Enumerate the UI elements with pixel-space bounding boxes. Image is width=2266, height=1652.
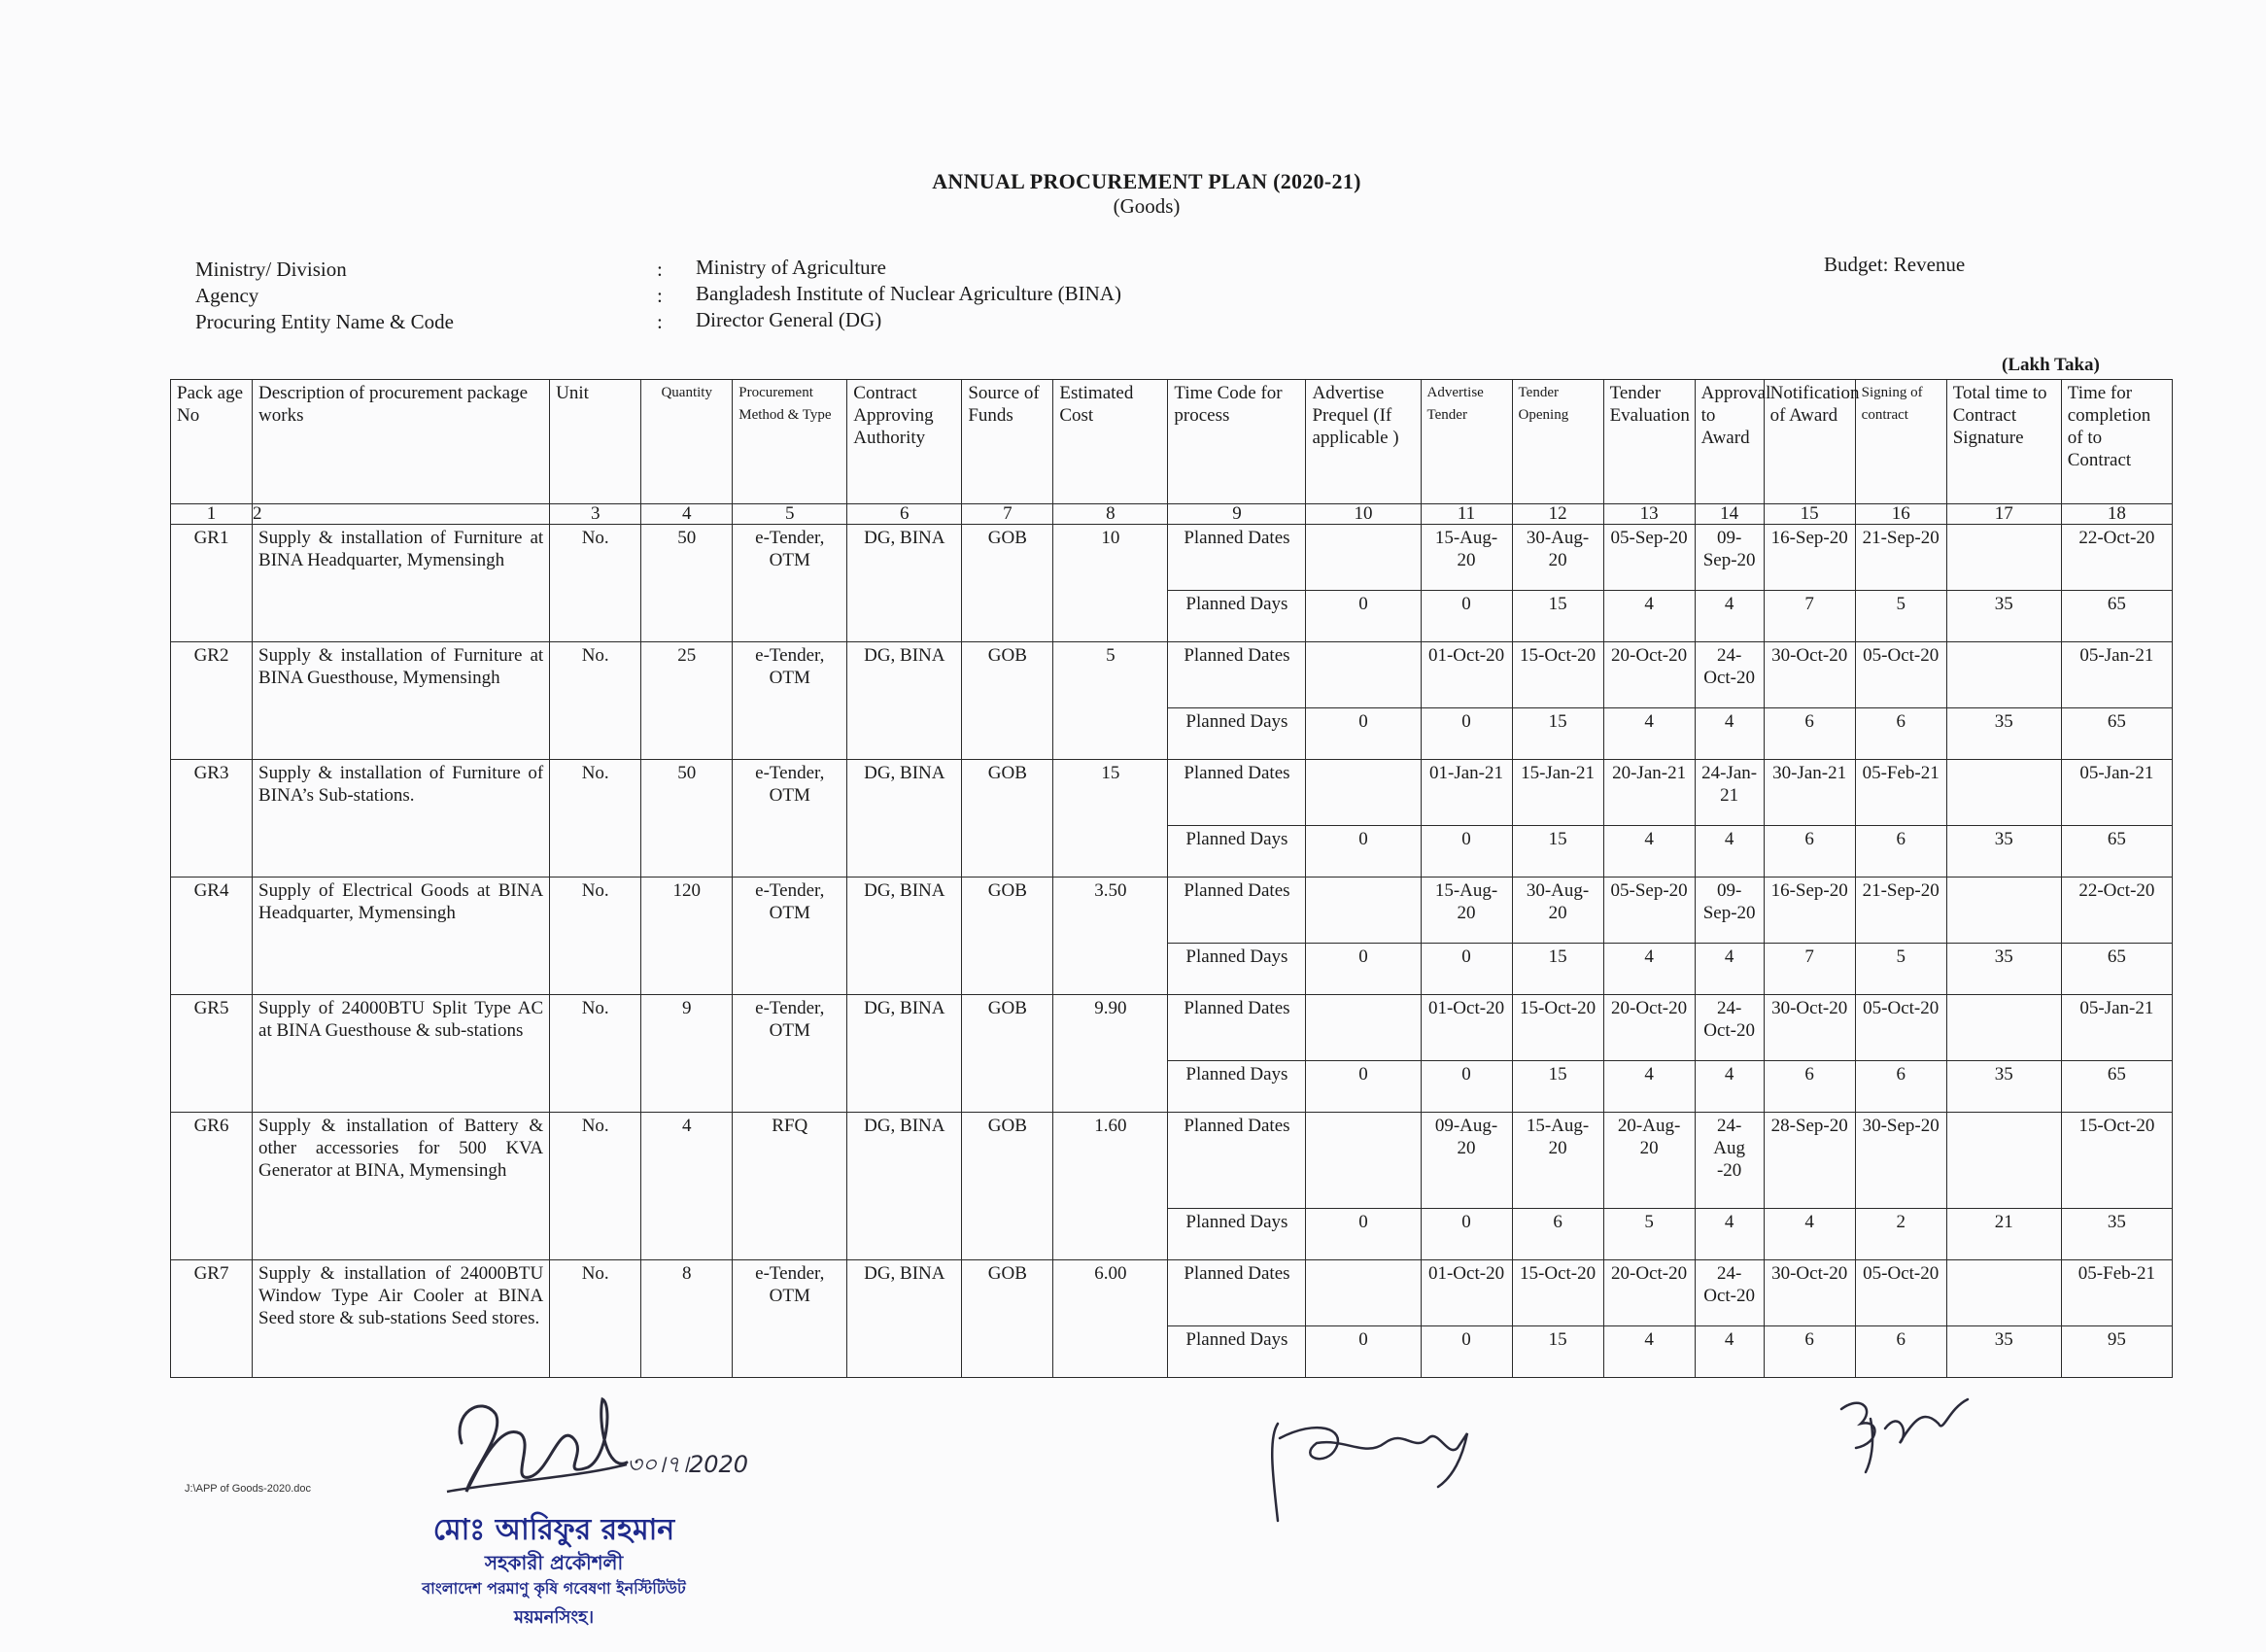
- planned-date-tender-opening: 15-Oct-20: [1512, 642, 1603, 708]
- package-unit: No.: [550, 760, 641, 878]
- planned-days-tender-evaluation: 4: [1603, 1326, 1695, 1378]
- planned-date-tender-evaluation: 20-Jan-21: [1603, 760, 1695, 826]
- planned-days-advertise-tender: 0: [1421, 944, 1512, 995]
- package-no: GR2: [171, 642, 253, 760]
- procurement-method: e-Tender, OTM: [733, 995, 847, 1113]
- planned-days-signing-of-contract: 5: [1855, 591, 1946, 642]
- col-header-approving-authority: Contract Approving Authority: [847, 380, 962, 504]
- planned-date-advertise-prequel: [1306, 1113, 1421, 1209]
- planned-date-tender-evaluation: 05-Sep-20: [1603, 525, 1695, 591]
- planned-days-advertise-prequel: 0: [1306, 826, 1421, 878]
- time-code-label: Planned Dates: [1168, 1113, 1306, 1209]
- time-code-label: Planned Dates: [1168, 642, 1306, 708]
- procurement-method: RFQ: [733, 1113, 847, 1260]
- package-unit: No.: [550, 995, 641, 1113]
- planned-date-tender-evaluation: 20-Aug-20: [1603, 1113, 1695, 1209]
- planned-date-approval-to-award: 24-Oct-20: [1695, 1259, 1764, 1325]
- planned-days-signing-of-contract: 6: [1855, 1061, 1946, 1113]
- planned-days-total-time: 35: [1946, 1061, 2061, 1113]
- header-row: [171, 380, 2173, 504]
- planned-date-notification-of-award: 30-Jan-21: [1764, 760, 1855, 826]
- column-number: 14: [1695, 504, 1764, 525]
- col-header-time-code: Time Code for process: [1168, 380, 1306, 504]
- planned-date-signing-of-contract: 05-Oct-20: [1855, 1259, 1946, 1325]
- package-unit: No.: [550, 525, 641, 642]
- signature-middle: [1258, 1399, 1482, 1526]
- planned-days-notification-of-award: 6: [1764, 826, 1855, 878]
- package-row-dates: [171, 878, 2173, 944]
- planned-date-advertise-tender: 01-Jan-21: [1421, 760, 1512, 826]
- planned-days-advertise-prequel: 0: [1306, 944, 1421, 995]
- planned-date-advertise-prequel: [1306, 1259, 1421, 1325]
- time-code-label: Planned Days: [1168, 708, 1306, 760]
- package-row-dates: [171, 1259, 2173, 1325]
- column-number: 11: [1421, 504, 1512, 525]
- time-code-label: Planned Days: [1168, 944, 1306, 995]
- time-code-label: Planned Dates: [1168, 1259, 1306, 1325]
- column-number: 17: [1946, 504, 2061, 525]
- agency-label: Agency: [195, 284, 259, 307]
- planned-date-completion-time: 22-Oct-20: [2061, 878, 2172, 944]
- procurement-method: e-Tender, OTM: [733, 760, 847, 878]
- planned-days-notification-of-award: 6: [1764, 1061, 1855, 1113]
- col-header-tender-evaluation: Tender Evaluation: [1603, 380, 1695, 504]
- package-row-dates: [171, 995, 2173, 1061]
- approving-authority: DG, BINA: [847, 525, 962, 642]
- approving-authority: DG, BINA: [847, 995, 962, 1113]
- planned-date-total-time: [1946, 1259, 2061, 1325]
- column-number: 13: [1603, 504, 1695, 525]
- package-row-dates: [171, 760, 2173, 826]
- planned-days-notification-of-award: 7: [1764, 944, 1855, 995]
- planned-date-tender-opening: 30-Aug-20: [1512, 878, 1603, 944]
- estimated-cost: 15: [1053, 760, 1168, 878]
- signature-assistant-engineer: [442, 1385, 749, 1511]
- planned-date-signing-of-contract: 05-Feb-21: [1855, 760, 1946, 826]
- package-description: Supply & installation of Furniture at BINA Headquarter, Mymensingh: [253, 525, 550, 642]
- planned-days-tender-opening: 15: [1512, 708, 1603, 760]
- package-unit: No.: [550, 878, 641, 995]
- planned-days-tender-opening: 6: [1512, 1208, 1603, 1259]
- package-description: Supply & installation of Furniture at BINA Guesthouse, Mymensingh: [253, 642, 550, 760]
- planned-date-advertise-prequel: [1306, 878, 1421, 944]
- column-number: 5: [733, 504, 847, 525]
- col-header-advertise-tender: Advertise Tender: [1421, 380, 1512, 504]
- planned-days-advertise-tender: 0: [1421, 1326, 1512, 1378]
- package-quantity: 4: [641, 1113, 733, 1260]
- column-number: 4: [641, 504, 733, 525]
- planned-days-tender-opening: 15: [1512, 591, 1603, 642]
- planned-date-total-time: [1946, 878, 2061, 944]
- approving-authority: DG, BINA: [847, 642, 962, 760]
- approving-authority: DG, BINA: [847, 760, 962, 878]
- planned-days-tender-evaluation: 4: [1603, 591, 1695, 642]
- col-header-total-time: Total time to Contract Signature: [1946, 380, 2061, 504]
- planned-date-notification-of-award: 30-Oct-20: [1764, 1259, 1855, 1325]
- planned-date-notification-of-award: 30-Oct-20: [1764, 642, 1855, 708]
- planned-date-advertise-tender: 15-Aug-20: [1421, 878, 1512, 944]
- package-quantity: 50: [641, 525, 733, 642]
- planned-date-signing-of-contract: 21-Sep-20: [1855, 525, 1946, 591]
- package-description: Supply & installation of 24000BTU Window Type Air Cooler at BINA Seed store & sub-stations Seed stores.: [253, 1259, 550, 1377]
- col-header-quantity: Quantity: [641, 380, 733, 504]
- planned-days-total-time: 35: [1946, 944, 2061, 995]
- col-header-unit: Unit: [550, 380, 641, 504]
- entity-label: Procuring Entity Name & Code: [195, 310, 454, 333]
- package-quantity: 50: [641, 760, 733, 878]
- package-row-dates: [171, 525, 2173, 591]
- planned-date-advertise-prequel: [1306, 760, 1421, 826]
- procurement-table: [170, 379, 2173, 1378]
- source-of-funds: GOB: [962, 642, 1053, 760]
- time-code-label: Planned Dates: [1168, 760, 1306, 826]
- planned-date-total-time: [1946, 760, 2061, 826]
- planned-date-advertise-tender: 09-Aug-20: [1421, 1113, 1512, 1209]
- procurement-method: e-Tender, OTM: [733, 642, 847, 760]
- planned-days-approval-to-award: 4: [1695, 708, 1764, 760]
- package-quantity: 120: [641, 878, 733, 995]
- meta-labels: [195, 257, 454, 335]
- planned-days-signing-of-contract: 2: [1855, 1208, 1946, 1259]
- planned-days-approval-to-award: 4: [1695, 591, 1764, 642]
- stamp-institute: বাংলাদেশ পরমাণু কৃষি গবেষণা ইনস্টিটিউট: [422, 1579, 686, 1598]
- source-of-funds: GOB: [962, 1113, 1053, 1260]
- package-unit: No.: [550, 1113, 641, 1260]
- planned-date-tender-opening: 15-Oct-20: [1512, 995, 1603, 1061]
- package-row-dates: [171, 1113, 2173, 1209]
- planned-date-total-time: [1946, 1113, 2061, 1209]
- time-code-label: Planned Days: [1168, 826, 1306, 878]
- planned-days-advertise-tender: 0: [1421, 591, 1512, 642]
- planned-date-signing-of-contract: 30-Sep-20: [1855, 1113, 1946, 1209]
- planned-days-advertise-tender: 0: [1421, 1061, 1512, 1113]
- planned-days-approval-to-award: 4: [1695, 1061, 1764, 1113]
- column-number: 8: [1053, 504, 1168, 525]
- planned-days-total-time: 35: [1946, 708, 2061, 760]
- planned-date-tender-opening: 15-Aug-20: [1512, 1113, 1603, 1209]
- planned-date-notification-of-award: 16-Sep-20: [1764, 525, 1855, 591]
- ministry-label: Ministry/ Division: [195, 258, 347, 281]
- planned-days-total-time: 35: [1946, 826, 2061, 878]
- planned-days-total-time: 21: [1946, 1208, 2061, 1259]
- column-number: 10: [1306, 504, 1421, 525]
- planned-days-completion-time: 95: [2061, 1326, 2172, 1378]
- planned-date-completion-time: 05-Jan-21: [2061, 642, 2172, 708]
- planned-date-advertise-prequel: [1306, 642, 1421, 708]
- column-number: 3: [550, 504, 641, 525]
- planned-days-notification-of-award: 4: [1764, 1208, 1855, 1259]
- ministry-value: Ministry of Agriculture: [696, 256, 886, 279]
- planned-days-signing-of-contract: 5: [1855, 944, 1946, 995]
- package-no: GR4: [171, 878, 253, 995]
- estimated-cost: 9.90: [1053, 995, 1168, 1113]
- source-of-funds: GOB: [962, 878, 1053, 995]
- agency-value: Bangladesh Institute of Nuclear Agriculture (BINA): [696, 282, 1121, 305]
- planned-date-total-time: [1946, 642, 2061, 708]
- package-no: GR3: [171, 760, 253, 878]
- stamp-designation: সহকারী প্রকৌশলী: [484, 1551, 624, 1574]
- planned-date-notification-of-award: 16-Sep-20: [1764, 878, 1855, 944]
- planned-date-approval-to-award: 24-Oct-20: [1695, 642, 1764, 708]
- planned-days-completion-time: 65: [2061, 826, 2172, 878]
- planned-days-advertise-prequel: 0: [1306, 1061, 1421, 1113]
- col-header-estimated-cost: Estimated Cost: [1053, 380, 1168, 504]
- package-unit: No.: [550, 1259, 641, 1377]
- time-code-label: Planned Dates: [1168, 525, 1306, 591]
- planned-date-tender-evaluation: 20-Oct-20: [1603, 1259, 1695, 1325]
- planned-days-tender-evaluation: 4: [1603, 826, 1695, 878]
- planned-date-tender-opening: 15-Jan-21: [1512, 760, 1603, 826]
- entity-value: Director General (DG): [696, 308, 882, 331]
- planned-date-approval-to-award: 24-Jan-21: [1695, 760, 1764, 826]
- col-header-source-of-funds: Source of Funds: [962, 380, 1053, 504]
- package-quantity: 8: [641, 1259, 733, 1377]
- planned-date-advertise-tender: 01-Oct-20: [1421, 1259, 1512, 1325]
- planned-date-advertise-tender: 01-Oct-20: [1421, 995, 1512, 1061]
- planned-days-total-time: 35: [1946, 591, 2061, 642]
- col-header-approval-to-award: Approval to Award: [1695, 380, 1764, 504]
- planned-days-completion-time: 65: [2061, 708, 2172, 760]
- planned-days-approval-to-award: 4: [1695, 1326, 1764, 1378]
- colon: :: [657, 310, 663, 333]
- planned-days-tender-evaluation: 5: [1603, 1208, 1695, 1259]
- source-of-funds: GOB: [962, 995, 1053, 1113]
- planned-date-approval-to-award: 09-Sep-20: [1695, 878, 1764, 944]
- planned-date-signing-of-contract: 05-Oct-20: [1855, 995, 1946, 1061]
- file-reference: J:\APP of Goods-2020.doc: [185, 1483, 312, 1495]
- column-number: 12: [1512, 504, 1603, 525]
- planned-days-tender-opening: 15: [1512, 826, 1603, 878]
- planned-days-completion-time: 65: [2061, 1061, 2172, 1113]
- planned-days-notification-of-award: 7: [1764, 591, 1855, 642]
- column-number: 2: [253, 504, 550, 525]
- planned-days-completion-time: 65: [2061, 944, 2172, 995]
- col-header-package-no: Pack age No: [171, 380, 253, 504]
- package-description: Supply & installation of Battery & other accessories for 500 KVA Generator at BINA, Mymensingh: [253, 1113, 550, 1260]
- estimated-cost: 3.50: [1053, 878, 1168, 995]
- approving-authority: DG, BINA: [847, 1259, 962, 1377]
- planned-days-advertise-prequel: 0: [1306, 1326, 1421, 1378]
- time-code-label: Planned Days: [1168, 591, 1306, 642]
- col-header-procurement-method: Procurement Method & Type: [733, 380, 847, 504]
- column-number: 1: [171, 504, 253, 525]
- planned-date-tender-evaluation: 20-Oct-20: [1603, 642, 1695, 708]
- planned-date-tender-evaluation: 05-Sep-20: [1603, 878, 1695, 944]
- column-number: 6: [847, 504, 962, 525]
- time-code-label: Planned Days: [1168, 1208, 1306, 1259]
- approving-authority: DG, BINA: [847, 1113, 962, 1260]
- planned-days-total-time: 35: [1946, 1326, 2061, 1378]
- planned-days-advertise-prequel: 0: [1306, 1208, 1421, 1259]
- package-no: GR1: [171, 525, 253, 642]
- source-of-funds: GOB: [962, 525, 1053, 642]
- package-quantity: 9: [641, 995, 733, 1113]
- planned-date-approval-to-award: 24-Oct-20: [1695, 995, 1764, 1061]
- planned-days-advertise-tender: 0: [1421, 826, 1512, 878]
- planned-date-signing-of-contract: 05-Oct-20: [1855, 642, 1946, 708]
- signature-right: [1832, 1390, 1977, 1477]
- planned-date-notification-of-award: 28-Sep-20: [1764, 1113, 1855, 1209]
- planned-date-approval-to-award: 09-Sep-20: [1695, 525, 1764, 591]
- planned-days-advertise-prequel: 0: [1306, 708, 1421, 760]
- column-number: 7: [962, 504, 1053, 525]
- planned-date-tender-opening: 30-Aug-20: [1512, 525, 1603, 591]
- stamp-name: মোঃ আরিফুর রহমান: [432, 1513, 675, 1547]
- colon: :: [657, 284, 663, 307]
- planned-days-tender-opening: 15: [1512, 944, 1603, 995]
- budget-label: Budget: Revenue: [1824, 253, 1966, 276]
- document-subtitle: (Goods): [1113, 194, 1181, 218]
- estimated-cost: 10: [1053, 525, 1168, 642]
- col-header-completion-time: Time for completion of to Contract: [2061, 380, 2172, 504]
- source-of-funds: GOB: [962, 760, 1053, 878]
- procurement-method: e-Tender, OTM: [733, 1259, 847, 1377]
- col-header-tender-opening: Tender Opening: [1512, 380, 1603, 504]
- procurement-method: e-Tender, OTM: [733, 878, 847, 995]
- planned-days-tender-evaluation: 4: [1603, 944, 1695, 995]
- column-number-row: [171, 504, 2173, 525]
- package-row-dates: [171, 642, 2173, 708]
- planned-date-signing-of-contract: 21-Sep-20: [1855, 878, 1946, 944]
- column-number: 9: [1168, 504, 1306, 525]
- planned-date-advertise-tender: 01-Oct-20: [1421, 642, 1512, 708]
- planned-days-signing-of-contract: 6: [1855, 1326, 1946, 1378]
- estimated-cost: 5: [1053, 642, 1168, 760]
- col-header-advertise-prequel: Advertise Prequel (If applicable ): [1306, 380, 1421, 504]
- column-number: 15: [1764, 504, 1855, 525]
- estimated-cost: 1.60: [1053, 1113, 1168, 1260]
- time-code-label: Planned Dates: [1168, 878, 1306, 944]
- planned-date-notification-of-award: 30-Oct-20: [1764, 995, 1855, 1061]
- planned-date-completion-time: 05-Jan-21: [2061, 995, 2172, 1061]
- package-no: GR5: [171, 995, 253, 1113]
- planned-date-tender-opening: 15-Oct-20: [1512, 1259, 1603, 1325]
- planned-days-advertise-tender: 0: [1421, 1208, 1512, 1259]
- planned-date-tender-evaluation: 20-Oct-20: [1603, 995, 1695, 1061]
- approving-authority: DG, BINA: [847, 878, 962, 995]
- planned-date-approval-to-award: 24-Aug -20: [1695, 1113, 1764, 1209]
- planned-date-completion-time: 05-Jan-21: [2061, 760, 2172, 826]
- time-code-label: Planned Dates: [1168, 995, 1306, 1061]
- planned-days-advertise-tender: 0: [1421, 708, 1512, 760]
- planned-days-signing-of-contract: 6: [1855, 826, 1946, 878]
- planned-days-tender-evaluation: 4: [1603, 708, 1695, 760]
- planned-days-approval-to-award: 4: [1695, 944, 1764, 995]
- planned-days-completion-time: 35: [2061, 1208, 2172, 1259]
- planned-date-completion-time: 22-Oct-20: [2061, 525, 2172, 591]
- package-description: Supply of Electrical Goods at BINA Headquarter, Mymensingh: [253, 878, 550, 995]
- package-description: Supply of 24000BTU Split Type AC at BINA Guesthouse & sub-stations: [253, 995, 550, 1113]
- col-header-signing-of-contract: Signing of contract: [1855, 380, 1946, 504]
- colon: :: [657, 258, 663, 281]
- planned-days-signing-of-contract: 6: [1855, 708, 1946, 760]
- package-no: GR7: [171, 1259, 253, 1377]
- currency-unit-note: (Lakh Taka): [2002, 355, 2100, 375]
- estimated-cost: 6.00: [1053, 1259, 1168, 1377]
- meta-colons: [657, 257, 663, 335]
- procurement-method: e-Tender, OTM: [733, 525, 847, 642]
- signature-date: ৩০।৭।2020: [627, 1451, 749, 1478]
- planned-date-total-time: [1946, 525, 2061, 591]
- time-code-label: Planned Days: [1168, 1061, 1306, 1113]
- planned-date-completion-time: 05-Feb-21: [2061, 1259, 2172, 1325]
- document-title: ANNUAL PROCUREMENT PLAN (2020-21): [932, 169, 1361, 193]
- col-header-description: Description of procurement package works: [253, 380, 550, 504]
- planned-days-completion-time: 65: [2061, 591, 2172, 642]
- planned-date-advertise-prequel: [1306, 995, 1421, 1061]
- planned-date-advertise-tender: 15-Aug-20: [1421, 525, 1512, 591]
- planned-days-tender-evaluation: 4: [1603, 1061, 1695, 1113]
- planned-date-advertise-prequel: [1306, 525, 1421, 591]
- package-no: GR6: [171, 1113, 253, 1260]
- col-header-notification-of-award: Notification of Award: [1764, 380, 1855, 504]
- package-quantity: 25: [641, 642, 733, 760]
- meta-values: [696, 255, 1121, 333]
- planned-days-notification-of-award: 6: [1764, 1326, 1855, 1378]
- planned-days-tender-opening: 15: [1512, 1326, 1603, 1378]
- planned-days-notification-of-award: 6: [1764, 708, 1855, 760]
- source-of-funds: GOB: [962, 1259, 1053, 1377]
- column-number: 16: [1855, 504, 1946, 525]
- stamp-city: ময়মনসিংহ।: [513, 1607, 595, 1628]
- planned-days-advertise-prequel: 0: [1306, 591, 1421, 642]
- column-number: 18: [2061, 504, 2172, 525]
- planned-date-total-time: [1946, 995, 2061, 1061]
- planned-days-approval-to-award: 4: [1695, 826, 1764, 878]
- planned-days-tender-opening: 15: [1512, 1061, 1603, 1113]
- planned-days-approval-to-award: 4: [1695, 1208, 1764, 1259]
- package-description: Supply & installation of Furniture of BINA’s Sub-stations.: [253, 760, 550, 878]
- time-code-label: Planned Days: [1168, 1326, 1306, 1378]
- planned-date-completion-time: 15-Oct-20: [2061, 1113, 2172, 1209]
- package-unit: No.: [550, 642, 641, 760]
